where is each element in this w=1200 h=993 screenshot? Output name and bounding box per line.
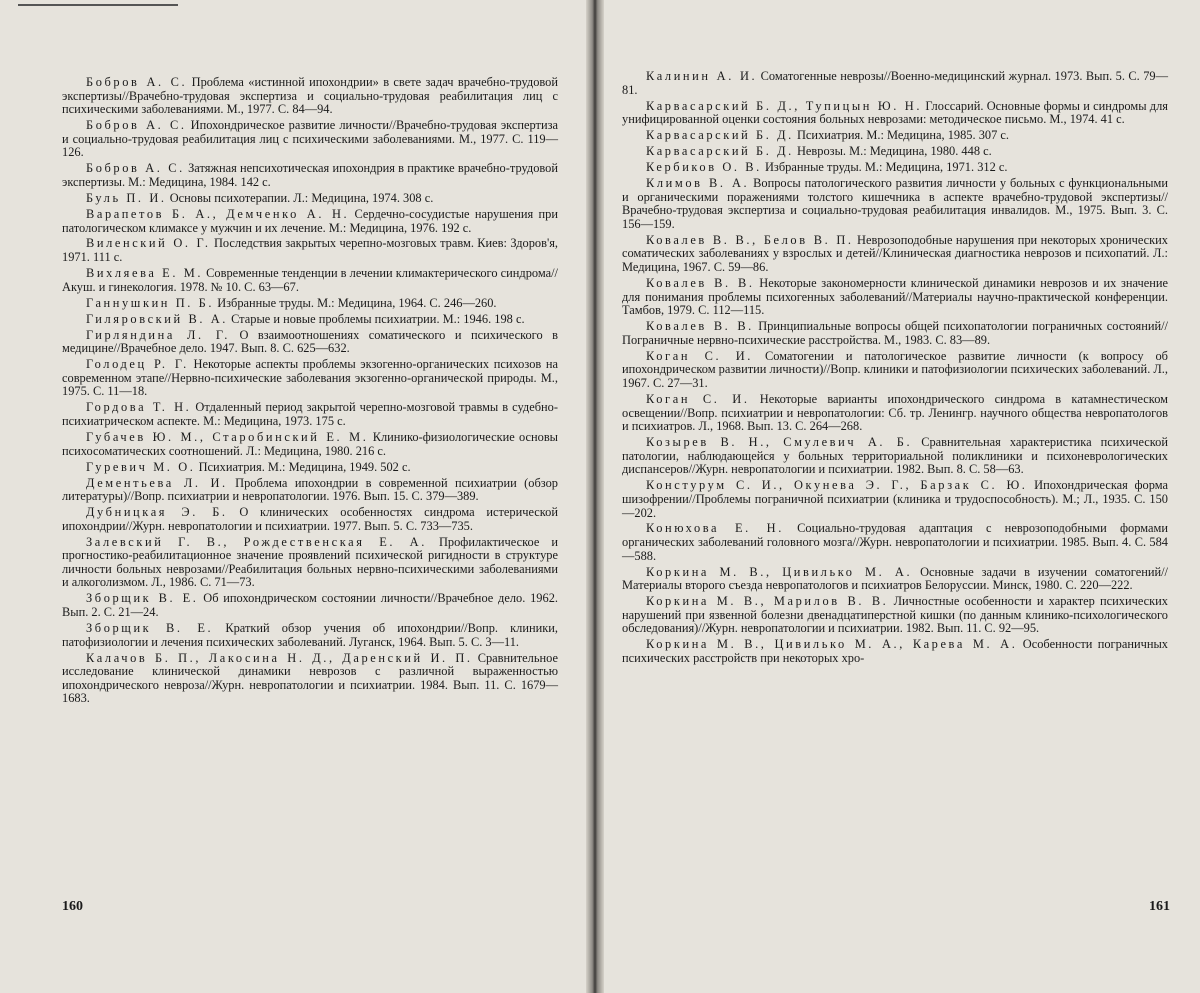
entry-author: Карвасарский Б. Д. [646,128,794,143]
entry-author: Виленский О. Г. [86,236,211,251]
bibliography-entry [622,70,1168,97]
right-page [600,0,1200,993]
bibliography-entry [62,401,558,428]
entry-text: Глоссарий. Основные формы и синдромы для унифицированной оценки состояния больных неврозами: методическое письмо. М., 1974. 41 с. [622,98,1168,127]
entry-author: Козырев В. Н., Смулевич А. Б. [646,435,913,450]
bibliography-entry [62,313,558,327]
entry-text: Сравнительное исследование клинической динамики неврозов с различной выраженностью ипохондрического невроза//Журн. невропатологии и психиатрии. 1984. Вып. 11. С. 1679—1683. [62,650,558,706]
entry-text: Неврозы. М.: Медицина, 1980. 448 с. [796,144,992,159]
entry-text: Основы психотерапии. Л.: Медицина, 1974. 308 с. [169,190,434,205]
entry-text: Личностные особенности и характер психических нарушений при язвенной болезни двенадцатиперстной кишки (по данным клинико-психологического обследования)//Журн. невропатологии и психиатрии. 1982. Вып. 11. С. 92—95. [622,594,1169,636]
entry-text: Основные задачи в изучении соматогений//Материалы второго съезда невропатологов и психиатров Белоруссии. Минск, 1980. С. 220—222. [622,564,1168,593]
entry-text: Принципиальные вопросы общей психопатологии пограничных состояний//Пограничные нервно-психические расстройства. М., 1983. С. 83—89. [622,319,1168,347]
entry-author: Калинин А. И. [646,69,758,83]
entry-author: Кербиков О. В. [646,160,762,175]
bibliography-entry [622,350,1168,391]
entry-author: Варапетов Б. А., Демченко А. Н. [86,206,350,221]
entry-author: Гиляровский В. А. [86,311,228,326]
bibliography-entry [622,145,1168,159]
bibliography-entry [62,76,558,117]
entry-text: Психиатрия. М.: Медицина, 1985. 307 с. [796,128,1009,143]
entry-text: Неврозоподобные нарушения при некоторых хронических соматических заболеваниях у взрослых и детей//Клиническая диагностика неврозов и психопатий. Л.: Медицина, 1967. С. 59—86. [622,232,1168,275]
bibliography-entry [622,161,1168,175]
entry-author: Конюхова Е. Н. [646,521,784,536]
entry-text: Особенности пограничных психических расстройств при некоторых хро- [622,637,1168,665]
entry-author: Гуревич М. О. [86,459,196,474]
entry-text: О клинических особенностях синдрома истерической ипохондрии//Журн. невропатологии и психиатрии. 1977. Вып. 5. С. 733—735. [62,505,558,533]
entry-author: Дубницкая Э. Б. [86,505,228,520]
entry-text: Об ипохондрическом состоянии личности//Врачебное дело. 1962. Вып. 2. С. 21—24. [62,591,558,620]
bibliography-entry [62,237,558,264]
bibliography-entry [622,234,1168,275]
bibliography-entry [62,297,558,311]
bibliography-entry [62,477,558,504]
bibliography-entry [622,638,1168,665]
bibliography-entry [62,506,558,533]
entry-text: Социально-трудовая адаптация с неврозоподобными формами органических заболеваний головного мозга//Журн. невропатологии и психиатрии. 1985. Вып. 4. С. 584—588. [622,521,1168,563]
entry-text: Затяжная непсихотическая ипохондрия в практике врачебно-трудовой экспертизы. М.: Медицина, 1984. 142 с. [62,161,558,189]
entry-text: Проблема ипохондрии в современной психиатрии (обзор литературы)//Вопр. психиатрии и невропатологии. 1976. Вып. 15. С. 379—389. [62,475,558,504]
bibliography-entry [622,129,1168,143]
entry-author: Ковалев В. В. [646,319,754,334]
entry-author: Вихляева Е. М. [86,266,204,281]
entry-author: Гордова Т. Н. [86,400,192,415]
entry-text: Психиатрия. М.: Медицина, 1949. 502 с. [198,459,411,474]
bibliography-entry [62,358,558,399]
bibliography-entry [62,431,558,458]
bibliography-entry [62,329,558,356]
bibliography-entry [622,436,1168,477]
entry-author: Зборщик В. Е. [86,591,199,606]
entry-author: Коркина М. В., Марилов В. В. [646,594,889,609]
bibliography-entry [622,277,1168,318]
bibliography-entry [62,592,558,619]
entry-author: Губачев Ю. М., Старобинский Е. М. [86,429,369,444]
bibliography-entry [62,622,558,649]
bibliography-entry [622,100,1168,127]
entry-text: Ипохондрическая форма шизофрении//Проблемы пограничной психиатрии (клиника и трудоспособность). М.; Л., 1935. С. 150—202. [622,478,1169,520]
entry-author: Залевский Г. В., Рождественская Е. А. [86,534,427,549]
bibliography-entry [62,267,558,294]
entry-text: Некоторые аспекты проблемы экзогенно-органических психозов на современном этапе//Нервно-психические заболевания экзогенно-органической природы. М., 1975. С. 11—18. [62,357,558,399]
entry-text: Отдаленный период закрытой черепно-мозговой травмы в судебно-психиатрическом аспекте. М.: Медицина, 1973. 175 с. [62,400,558,428]
left-page-number: 160 [62,899,83,914]
entry-text: Избранные труды. М.: Медицина, 1971. 312 с. [764,160,1008,175]
entry-author: Коган С. И. [646,348,753,363]
entry-author: Коган С. И. [646,391,750,406]
entry-author: Коркина М. В., Цивилько М. А. [646,564,913,579]
entry-text: Некоторые закономерности клинической динамики неврозов и их значение для понимания проблемы психогенных заболеваний//Материалы научно-практической конференции. Тамбов, 1979. С. 112—115. [622,276,1168,318]
bibliography-entry [62,652,558,706]
bibliography-entry [62,192,558,206]
bibliography-entry [62,536,558,590]
bibliography-entry [62,461,558,475]
entry-author: Буль П. И. [86,190,167,205]
bibliography-entry [622,479,1168,520]
entry-author: Бобров А. С. [86,118,187,133]
left-page [0,0,592,993]
entry-text: Профилактическое и прогностико-реабилитационное значение проявлений психической ригидности в структуре личности больных неврозами//Реабилитация больных нервно-психическими заболеваниями и алкоголизмом. Л., 1986. С. 71—73. [62,534,558,590]
bibliography-entry [622,595,1168,636]
entry-text: О взаимоотношениях соматического и психического в медицине//Врачебное дело. 1947. Вып. 8. С. 625—632. [62,327,559,356]
top-rule [18,4,178,6]
entry-text: Проблема «истинной ипохондрии» в свете задач врачебно-трудовой экспертизы//Врачебно-трудовая экспертиза и социально-трудовая реабилитация лиц с психическими заболеваниями. М., 1977. С. 84—94. [62,75,558,117]
bibliography-entry [62,208,558,235]
entry-text: Соматогении и патологическое развитие личности (к вопросу об ипохондрическом развитии личности)//Вопр. клиники и патофизиологии психических заболеваний. Л., 1967. С. 27—31. [622,348,1168,390]
entry-author: Ганнушкин П. Б. [86,295,215,310]
right-page-number: 161 [1149,899,1170,914]
bibliography-entry [622,522,1168,563]
entry-text: Клинико-физиологические основы психосоматических соотношений. Л.: Медицина, 1980. 216 с. [62,429,558,458]
entry-author: Голодец Р. Г. [86,357,189,372]
entry-author: Бобров А. С. [86,161,185,176]
left-bibliography-column [62,76,558,708]
entry-text: Избранные труды. М.: Медицина, 1964. С. 246—260. [217,295,497,310]
entry-author: Климов В. А. [646,176,750,191]
entry-author: Ковалев В. В. [646,276,755,291]
entry-text: Ипохондрическое развитие личности//Врачебно-трудовая экспертиза и социально-трудовая реабилитация лиц с психическими заболеваниями. М., 1977. С. 119—126. [62,118,558,160]
bibliography-entry [622,320,1168,347]
entry-author: Калачов Б. П., Лакосина Н. Д., Даренский И. П. [86,650,473,665]
entry-author: Зборщик В. Е. [86,621,214,635]
bibliography-entry [622,177,1168,231]
entry-text: Некоторые варианты ипохондрического синдрома в катамнестическом освещении//Вопр. психиатрии и невропатологии: Сб. тр. Ленингр. научного общества невропатологов и психиатров. Л., 1968. Вып. 13. С. 264—268. [622,391,1168,434]
entry-author: Коркина М. В., Цивилько М. А., Карева М. А. [646,637,1018,652]
entry-author: Ковалев В. В., Белов В. П. [646,232,854,247]
entry-text: Последствия закрытых черепно-мозговых травм. Киев: Здоров'я, 1971. 111 с. [62,236,558,265]
bibliography-entry [622,566,1168,593]
bibliography-entry [622,393,1168,434]
entry-author: Карвасарский Б. Д. [646,144,794,159]
entry-text: Вопросы патологического развития личности у больных с функциональными и органическими поражениями толстого кишечника в аспекте врачебно-трудовой экспертизы//Врачебно-трудовая экспертиза и социально-трудовая реабилитация инвалидов. М., 1975. Вып. 3. С. 156—159. [622,176,1168,231]
bibliography-entry [62,162,558,189]
entry-author: Гирляндина Л. Г. [86,327,230,342]
book-gutter [586,0,604,993]
entry-author: Бобров А. С. [86,75,188,89]
entry-author: Карвасарский Б. Д., Тупицын Ю. Н. [646,98,923,113]
entry-text: Сердечно-сосудистые нарушения при патологическом климаксе у мужчин и их лечение. М.: Медицина, 1976. 192 с. [62,206,558,235]
right-bibliography-column [622,70,1168,668]
entry-text: Сравнительная характеристика психической патологии, наблюдающейся у больных территориальной поликлиники и психоневрологических диспансеров//Журн. невропатологии и психиатрии. 1982. Вып. 8. С. 58—63. [622,435,1168,477]
entry-text: Старые и новые проблемы психиатрии. М.: 1946. 198 с. [231,311,525,326]
entry-author: Констурум С. И., Окунева Э. Г., Барзак С. Ю. [646,478,1028,493]
bibliography-entry [62,119,558,160]
entry-author: Дементьева Л. И. [86,475,228,490]
entry-text: Краткий обзор учения об ипохондрии//Вопр. клиники, патофизиологии и лечения психических заболеваний. Луганск, 1964. Вып. 5. С. 3—11. [62,621,558,649]
entry-text: Соматогенные неврозы//Военно-медицинский журнал. 1973. Вып. 5. С. 79—81. [622,69,1168,97]
entry-text: Современные тенденции в лечении климактерического синдрома//Акуш. и гинекология. 1978. № 10. С. 63—67. [62,266,558,294]
